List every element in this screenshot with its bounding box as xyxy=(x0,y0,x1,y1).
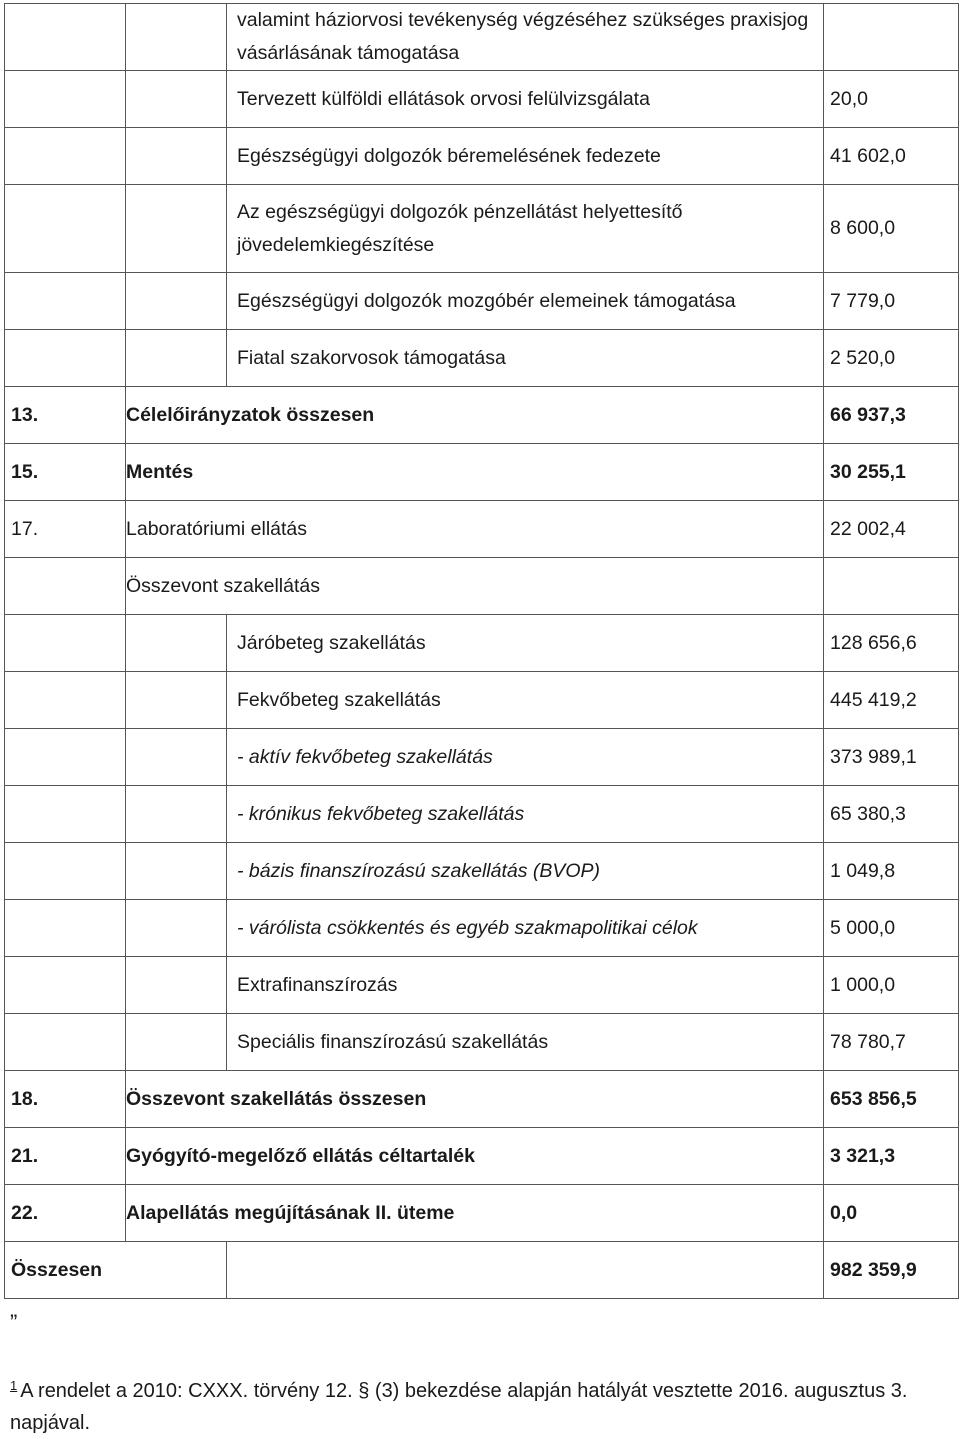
table-cell xyxy=(5,330,126,387)
table-cell xyxy=(5,71,126,128)
row-value: 128 656,6 xyxy=(824,615,959,672)
table-row xyxy=(5,273,959,330)
table-cell xyxy=(5,4,126,71)
row-label: Mentés xyxy=(126,444,824,501)
table-cell xyxy=(126,615,227,672)
row-value: 20,0 xyxy=(824,71,959,128)
row-label: Célelőirányzatok összesen xyxy=(126,387,824,444)
footnote xyxy=(10,1370,950,1439)
row-value: 66 937,3 xyxy=(824,387,959,444)
table-row xyxy=(5,900,959,957)
table-row xyxy=(5,957,959,1014)
table-row xyxy=(5,843,959,900)
row-value: 65 380,3 xyxy=(824,786,959,843)
table-row xyxy=(5,1242,959,1299)
table-row xyxy=(5,786,959,843)
row-label: Összevont szakellátás összesen xyxy=(126,1071,824,1128)
row-label: Az egészségügyi dolgozók pénzellátást helyettesítő jövedelemkiegészítése xyxy=(227,185,824,273)
table-cell xyxy=(5,1014,126,1071)
row-value xyxy=(824,558,959,615)
table-cell xyxy=(227,1242,824,1299)
row-value: 445 419,2 xyxy=(824,672,959,729)
row-number: 15. xyxy=(5,444,126,501)
footnote-text: A rendelet a 2010: CXXX. törvény 12. § (3) bekezdése alapján hatályát vesztette 2016. augusztus 3. napjával. xyxy=(10,1380,908,1434)
table-cell xyxy=(126,786,227,843)
table-cell xyxy=(5,900,126,957)
table-cell xyxy=(5,957,126,1014)
table-row xyxy=(5,185,959,273)
row-value: 78 780,7 xyxy=(824,1014,959,1071)
table-row xyxy=(5,615,959,672)
table-cell xyxy=(126,185,227,273)
table-row xyxy=(5,330,959,387)
row-label: - várólista csökkentés és egyéb szakmapolitikai célok xyxy=(227,900,824,957)
table-cell xyxy=(126,128,227,185)
row-value: 1 049,8 xyxy=(824,843,959,900)
table-cell xyxy=(5,729,126,786)
row-number: 13. xyxy=(5,387,126,444)
table-row xyxy=(5,1185,959,1242)
row-label: Tervezett külföldi ellátások orvosi felülvizsgálata xyxy=(227,71,824,128)
table-cell xyxy=(5,185,126,273)
table-row xyxy=(5,1014,959,1071)
row-value: 0,0 xyxy=(824,1185,959,1242)
row-number: 17. xyxy=(5,501,126,558)
table-row xyxy=(5,1128,959,1185)
table-cell xyxy=(5,672,126,729)
table-cell xyxy=(126,843,227,900)
row-value: 30 255,1 xyxy=(824,444,959,501)
table-cell xyxy=(126,672,227,729)
row-value: 653 856,5 xyxy=(824,1071,959,1128)
table-row xyxy=(5,444,959,501)
row-label: Egészségügyi dolgozók mozgóbér elemeinek támogatása xyxy=(227,273,824,330)
table-row xyxy=(5,4,959,71)
table-cell xyxy=(5,558,126,615)
table-row xyxy=(5,501,959,558)
row-number: 21. xyxy=(5,1128,126,1185)
row-label: Gyógyító-megelőző ellátás céltartalék xyxy=(126,1128,824,1185)
row-label: Fekvőbeteg szakellátás xyxy=(227,672,824,729)
row-label: - krónikus fekvőbeteg szakellátás xyxy=(227,786,824,843)
table-cell xyxy=(126,1014,227,1071)
row-label: Összevont szakellátás xyxy=(126,558,824,615)
table-row xyxy=(5,128,959,185)
row-label: Járóbeteg szakellátás xyxy=(227,615,824,672)
row-label: Alapellátás megújításának II. üteme xyxy=(126,1185,824,1242)
budget-table xyxy=(4,3,959,1299)
row-value: 1 000,0 xyxy=(824,957,959,1014)
table-cell xyxy=(126,900,227,957)
table-cell xyxy=(5,786,126,843)
table-row xyxy=(5,1071,959,1128)
row-number: 18. xyxy=(5,1071,126,1128)
table-cell xyxy=(126,330,227,387)
row-value: 8 600,0 xyxy=(824,185,959,273)
row-value xyxy=(824,4,959,71)
table-cell xyxy=(5,128,126,185)
row-value: 982 359,9 xyxy=(824,1242,959,1299)
table-cell xyxy=(5,273,126,330)
table-row xyxy=(5,71,959,128)
table-cell xyxy=(126,71,227,128)
row-label: Összesen xyxy=(5,1242,227,1299)
closing-quote: ” xyxy=(10,1310,18,1335)
table-cell xyxy=(5,615,126,672)
row-label: Laboratóriumi ellátás xyxy=(126,501,824,558)
row-value: 3 321,3 xyxy=(824,1128,959,1185)
row-label: Speciális finanszírozású szakellátás xyxy=(227,1014,824,1071)
row-value: 5 000,0 xyxy=(824,900,959,957)
row-label: - bázis finanszírozású szakellátás (BVOP) xyxy=(227,843,824,900)
row-label: Fiatal szakorvosok támogatása xyxy=(227,330,824,387)
table-row xyxy=(5,558,959,615)
table-cell xyxy=(126,957,227,1014)
row-value: 373 989,1 xyxy=(824,729,959,786)
row-label: valamint háziorvosi tevékenység végzéséhez szükséges praxisjog vásárlásának támogatása xyxy=(227,4,824,71)
table-cell xyxy=(126,273,227,330)
table-cell xyxy=(5,843,126,900)
row-value: 7 779,0 xyxy=(824,273,959,330)
row-value: 2 520,0 xyxy=(824,330,959,387)
footnote-marker: 1 xyxy=(10,1378,18,1393)
row-value: 22 002,4 xyxy=(824,501,959,558)
table-cell xyxy=(126,4,227,71)
row-label: - aktív fekvőbeteg szakellátás xyxy=(227,729,824,786)
row-label: Extrafinanszírozás xyxy=(227,957,824,1014)
table-row xyxy=(5,672,959,729)
row-number: 22. xyxy=(5,1185,126,1242)
table-row xyxy=(5,729,959,786)
table-row xyxy=(5,387,959,444)
table-cell xyxy=(126,729,227,786)
row-value: 41 602,0 xyxy=(824,128,959,185)
row-label: Egészségügyi dolgozók béremelésének fedezete xyxy=(227,128,824,185)
